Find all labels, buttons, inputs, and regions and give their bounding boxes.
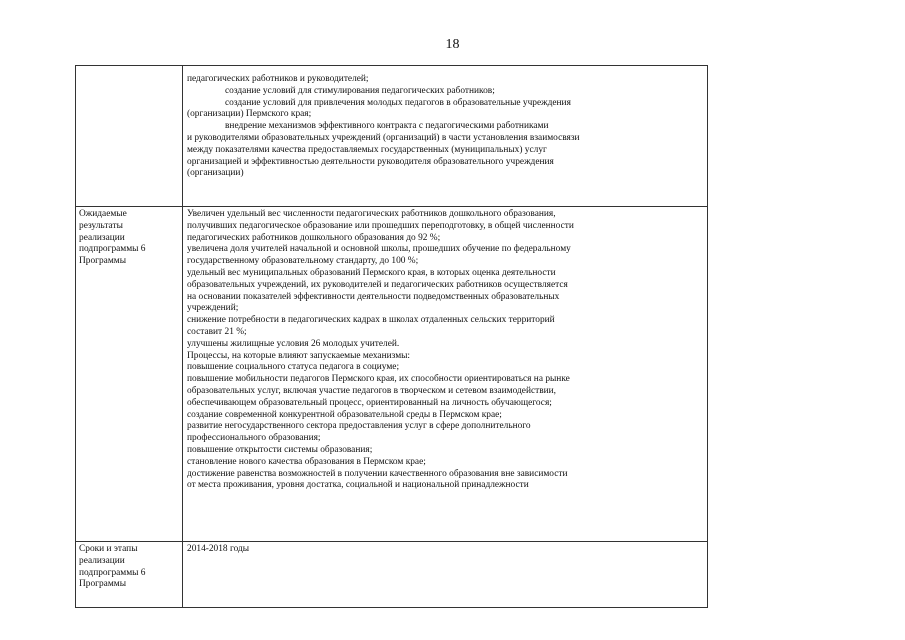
content-line: государственному образовательному стандарту, до 100 %; [187, 256, 419, 267]
content-line: образовательных учреждений, их руководителей и педагогических работников осуществляется [187, 279, 568, 290]
content-line: 2014-2018 годы [187, 544, 250, 554]
content-line: образовательных услуг, включая участие педагогов в творческом и сетевом взаимодействии, [187, 385, 557, 396]
content-line: создание условий для привлечения молодых педагогов в образовательные учреждения [225, 97, 571, 108]
row-content-cell [183, 66, 708, 207]
row-label: Ожидаемые результаты реализации подпрограммы 6 Программы [79, 209, 146, 267]
content-line: повышение социального статуса педагога в социуме; [187, 362, 400, 373]
content-line: учреждений; [187, 303, 239, 314]
row-content-cell [183, 207, 708, 542]
content-line: педагогических работников и руководителей; [187, 74, 369, 84]
table-row [76, 207, 708, 542]
content-line: (организации) [187, 168, 244, 179]
row-label: Сроки и этапы реализации подпрограммы 6 Программы [79, 544, 146, 590]
content-line: повышение открытости системы образования; [187, 444, 373, 455]
content-line: удельный вес муниципальных образований Пермского края, в которых оценка деятельности [187, 267, 556, 278]
table-row [76, 542, 708, 608]
content-line: обеспечивающем образовательный процесс, ориентированный на личность обучающегося; [187, 397, 552, 408]
content-line: организацией и эффективностью деятельности руководителя образовательного учреждения [187, 156, 554, 167]
content-line: составит 21 %; [187, 326, 247, 337]
content-line: становление нового качества образования в Пермском крае; [187, 456, 426, 467]
content-line: развитие негосударственного сектора предоставления услуг в сфере дополнительного [187, 421, 531, 432]
row-label-cell [76, 542, 183, 608]
row-label-cell [76, 66, 183, 207]
content-line: и руководителями образовательных учреждений (организаций) в части установления взаимосвязи [187, 132, 580, 143]
row-content-cell [183, 542, 708, 608]
content-line: снижение потребности в педагогических кадрах в школах отдаленных сельских территорий [187, 315, 555, 326]
content-line: от места проживания, уровня достатка, социальной и национальной принадлежности [187, 480, 529, 491]
content-line: получивших педагогическое образование или прошедших переподготовку, в общей численности [187, 220, 574, 231]
content-line: профессионального образования; [187, 433, 321, 444]
content-line: внедрение механизмов эффективного контракта с педагогическими работниками [225, 121, 549, 132]
content-line: достижение равенства возможностей в получении качественного образования вне зависимости [187, 468, 568, 479]
page-number: 18 [445, 37, 460, 52]
content-line: Процессы, на которые влияют запускаемые механизмы: [187, 350, 411, 361]
row-label-cell [76, 207, 183, 542]
table-row [76, 66, 708, 207]
content-line: увеличена доля учителей начальной и основной школы, прошедших обучение по федеральному [187, 244, 571, 255]
program-table [75, 65, 708, 608]
content-line: улучшены жилищные условия 26 молодых учителей. [187, 338, 400, 349]
content-line: педагогических работников дошкольного образования до 92 %; [187, 232, 441, 243]
content-line: (организации) Пермского края; [187, 109, 312, 120]
content-line: на основании показателей эффективности деятельности подведомственных образовательных [187, 291, 560, 302]
content-line: создание современной конкурентной образовательной среды в Пермском крае; [187, 409, 502, 420]
content-line: повышение мобильности педагогов Пермского края, их способности ориентироваться на рынке [187, 374, 570, 385]
content-line: между показателями качества предоставляемых государственных (муниципальных) услуг [187, 144, 547, 155]
content-line: создание условий для стимулирования педагогических работников; [225, 85, 495, 96]
content-line: Увеличен удельный вес численности педагогических работников дошкольного образования, [187, 209, 556, 219]
